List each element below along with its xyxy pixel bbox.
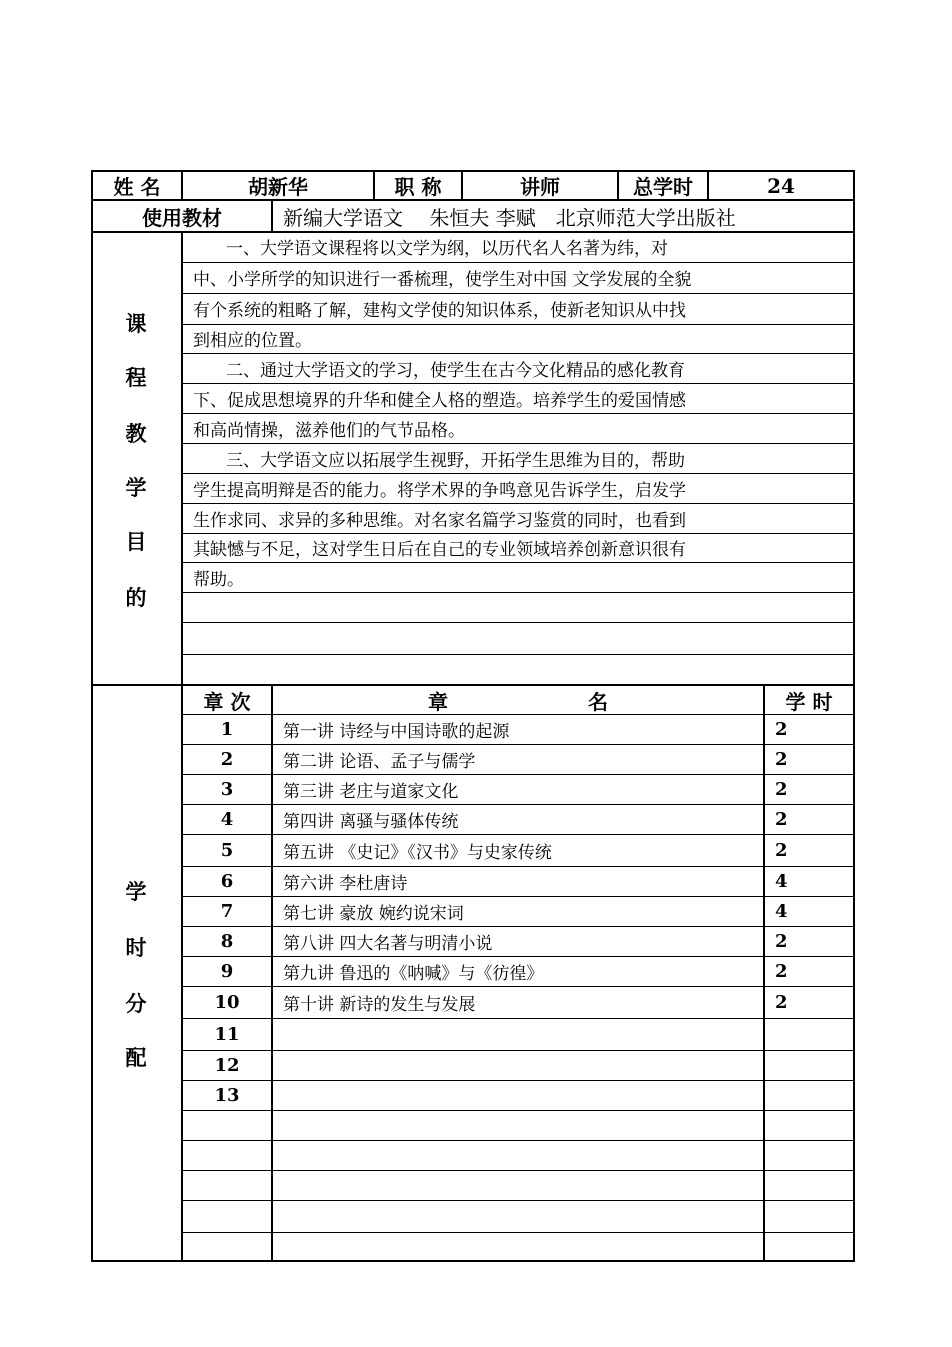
chapter-number [183,1111,271,1139]
chapter-name: 第九讲 鲁迅的《呐喊》与《彷徨》 [283,963,544,984]
chapter-name: 第五讲 《史记》《汉书》与史家传统 [283,842,552,863]
chapter-hours [775,1081,851,1109]
chapter-number [183,1201,271,1231]
chapter-name: 第十讲 新诗的发生与发展 [283,994,476,1015]
col-chapter-header: 章 次 [203,689,251,714]
chapter-name: 第六讲 李杜唐诗 [283,873,408,894]
chapter-hours [775,1019,851,1049]
chapter-number: 1 [220,718,234,740]
objective-text-line: 下、促成思想境界的升华和健全人格的塑造。培养学生的爱国情感 [193,390,686,411]
objective-text-line: 到相应的位置。 [193,331,312,351]
objective-text-line [193,593,833,621]
chapter-name [283,1081,759,1109]
col-name-header: 章 名 [428,689,608,714]
total-hours-value: 24 [767,173,795,198]
textbook-label: 使用教材 [142,205,222,230]
objectives-side-char: 教 [125,421,147,446]
objectives-side-char: 的 [125,585,147,610]
chapter-name [283,1171,759,1199]
objective-text-line [193,655,833,683]
chapter-number: 7 [220,900,234,922]
chapter-hours [775,1111,851,1139]
chapter-name [283,1201,759,1231]
chapter-hours: 4 [775,900,788,922]
chapter-name: 第一讲 诗经与中国诗歌的起源 [283,721,510,742]
chapter-hours [775,1201,851,1231]
chapter-name: 第二讲 论语、孟子与儒学 [283,751,476,772]
title-label: 职 称 [394,175,442,199]
chapter-number: 10 [214,991,240,1013]
objective-text-line: 中、小学所学的知识进行一番梳理，使学生对中国 文学发展的全貌 [193,270,692,290]
chapter-hours: 2 [775,778,788,800]
schedule-side-char: 时 [125,935,147,960]
chapter-name: 第八讲 四大名著与明清小说 [283,933,493,954]
chapter-hours: 2 [775,960,788,982]
textbook-value: 新编大学语文 朱恒夫 李赋 北京师范大学出版社 [283,205,736,230]
chapter-hours: 2 [775,808,788,830]
chapter-name [283,1051,759,1079]
objective-text-line: 帮助。 [193,569,244,590]
objectives-side-char: 程 [125,365,147,390]
title-value: 讲师 [520,175,560,199]
total-hours-label: 总学时 [633,175,693,199]
chapter-hours: 2 [775,930,788,952]
chapter-hours: 4 [775,870,788,892]
col-divider [763,684,765,1262]
objective-text-line: 三、大学语文应以拓展学生视野，开拓学生思维为目的，帮助 [226,450,685,471]
chapter-hours: 2 [775,718,788,740]
chapter-name [283,1111,759,1139]
chapter-name: 第七讲 豪放 婉约说宋词 [283,903,464,924]
objective-text-line [193,623,833,653]
schedule-side-char: 配 [125,1045,147,1070]
schedule-side-char: 分 [125,991,147,1016]
objective-text-line: 学生提高明辩是否的能力。将学术界的争鸣意见告诉学生，启发学 [193,480,686,501]
table-border-right [853,170,855,1262]
chapter-name: 第三讲 老庄与道家文化 [283,781,459,802]
chapter-hours [775,1233,851,1261]
chapter-hours: 2 [775,748,788,770]
chapter-number: 8 [220,930,234,952]
col-hours-header: 学 时 [785,689,833,714]
chapter-number: 4 [220,808,234,830]
chapter-number: 3 [220,778,234,800]
chapter-hours: 2 [775,839,788,861]
chapter-number: 13 [214,1084,240,1106]
chapter-hours [775,1141,851,1169]
chapter-name: 第四讲 离骚与骚体传统 [283,811,459,832]
objective-text-line: 生作求同、求异的多种思维。对名家名篇学习鉴赏的同时，也看到 [193,510,686,531]
objectives-side-char: 课 [125,311,147,336]
name-label: 姓 名 [113,175,161,199]
objectives-side-char: 目 [125,529,147,554]
schedule-side-char: 学 [125,879,147,904]
chapter-number: 11 [214,1023,240,1045]
objective-text-line: 和高尚情操，滋养他们的气节品格。 [193,420,465,441]
chapter-hours [775,1171,851,1199]
objective-text-line: 其缺憾与不足，这对学生日后在自己的专业领域培养创新意识很有 [193,540,686,560]
col-divider [271,684,273,1262]
name-value: 胡新华 [248,175,308,199]
chapter-number [183,1171,271,1199]
chapter-number: 5 [220,839,234,861]
chapter-hours [775,1051,851,1079]
chapter-number [183,1233,271,1261]
chapter-number [183,1141,271,1169]
chapter-name [283,1233,759,1261]
objective-text-line: 一、大学语文课程将以文学为纲，以历代名人名著为纬，对 [226,239,668,259]
chapter-hours: 2 [775,991,788,1013]
chapter-number: 6 [220,870,234,892]
objective-text-line: 二、通过大学语文的学习，使学生在古今文化精品的感化教育 [226,360,685,381]
chapter-number: 2 [220,748,234,770]
chapter-name [283,1141,759,1169]
table-border-left [91,170,93,1262]
chapter-number: 12 [214,1054,240,1076]
chapter-name [283,1019,759,1049]
col-divider [271,199,273,232]
objective-text-line: 有个系统的粗略了解，建构文学使的知识体系，使新老知识从中找 [193,301,686,321]
chapter-number: 9 [220,960,234,982]
objectives-side-char: 学 [125,475,147,500]
